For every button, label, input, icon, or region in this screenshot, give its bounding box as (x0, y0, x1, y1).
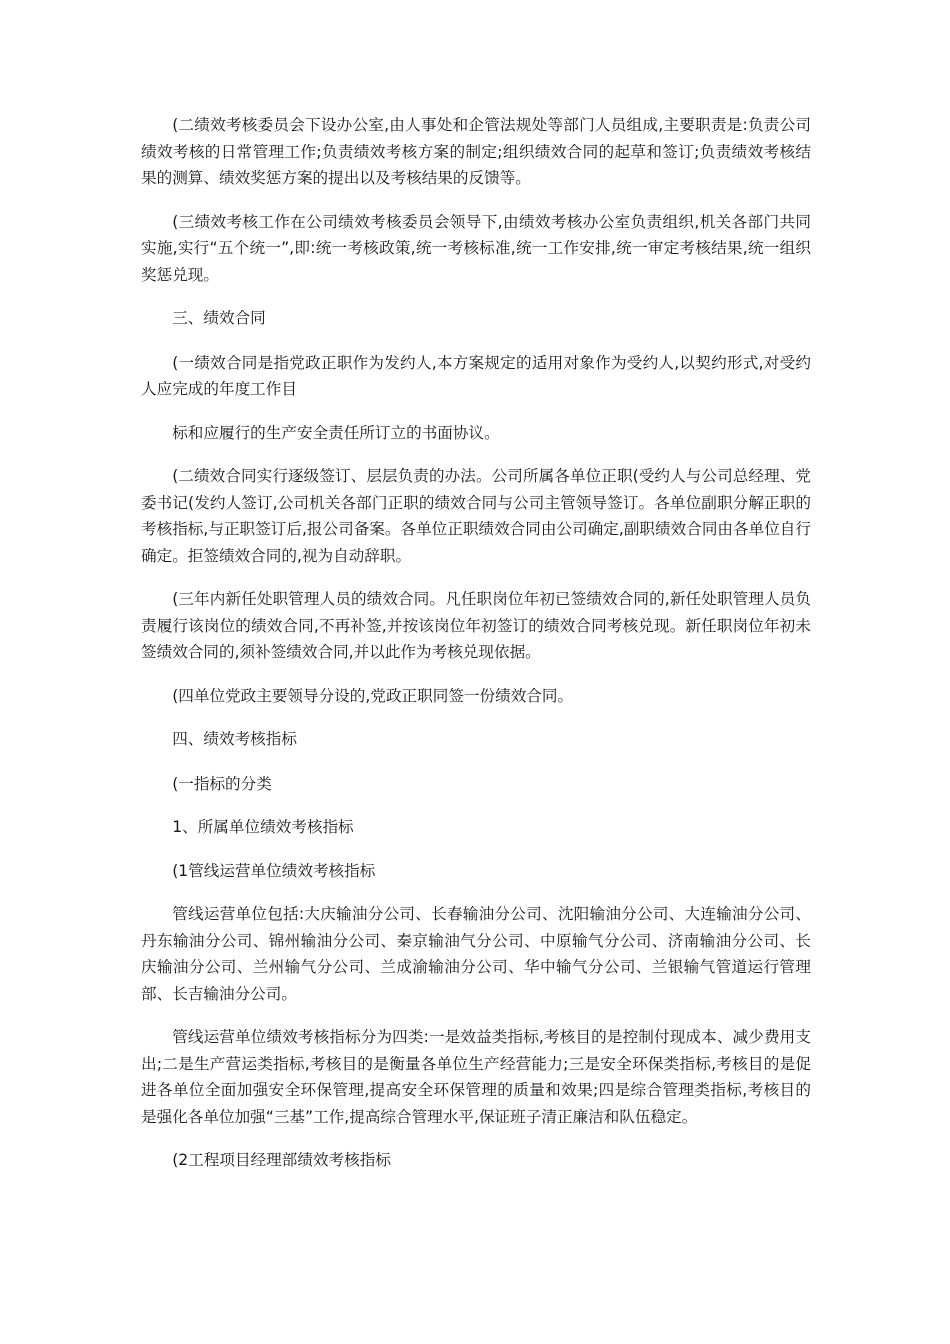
document-body (141, 112, 811, 1191)
subheading-unit-indicators: 1、所属单位绩效考核指标 (172, 818, 354, 836)
paragraph-office-duties: (二绩效考核委员会下设办公室,由人事处和企管法规处等部门人员组成,主要职责是:负责公司绩效考核的日常管理工作;负责绩效考核方案的制定;组织绩效合同的起草和签订;负责绩效考核结果的测算、绩效奖惩方案的提出以及考核结果的反馈等。 (141, 116, 811, 187)
subheading-project-department-indicators: (2工程项目经理部绩效考核指标 (172, 1151, 391, 1169)
subheading-pipeline-indicators: (1管线运营单位绩效考核指标 (172, 861, 376, 880)
paragraph-five-unifications: (三绩效考核工作在公司绩效考核委员会领导下,由绩效考核办公室负责组织,机关各部门共同实施,实行“五个统一”,即:统一考核政策,统一考核标准,统一工作安排,统一审定考核结果,统一组织奖惩兑现。 (141, 212, 811, 284)
section-heading-performance-contract: 三、绩效合同 (172, 309, 266, 327)
subheading-indicator-classification: (一指标的分类 (172, 774, 272, 793)
paragraph-joint-contract: (四单位党政主要领导分设的,党政正职同签一份绩效合同。 (172, 686, 574, 705)
paragraph-contract-definition-continued: 标和应履行的生产安全责任所订立的书面协议。 (172, 423, 500, 442)
paragraph-new-managers-contract: (三年内新任处职管理人员的绩效合同。凡任职岗位年初已签绩效合同的,新任处职管理人员负责履行该岗位的绩效合同,不再补签,并按该岗位年初签订的绩效合同考核兑现。新任职岗位年初未签绩效合同的,须补签绩效合同,并以此作为考核兑现依据。 (141, 590, 811, 661)
section-heading-indicators: 四、绩效考核指标 (172, 730, 297, 748)
paragraph-pipeline-units: 管线运营单位包括:大庆输油分公司、长春输油分公司、沈阳输油分公司、大连输油分公司、丹东输油分公司、锦州输油分公司、秦京输油气分公司、中原输气分公司、济南输油分公司、长庆输油分公司、兰州输气分公司、兰成渝输油分公司、华中输气分公司、兰银输气管道运行管理部、长吉输油分公司。 (141, 905, 811, 1003)
paragraph-contract-signing: (二绩效合同实行逐级签订、层层负责的办法。公司所属各单位正职(受约人与公司总经理、党委书记(发约人签订,公司机关各部门正职的绩效合同与公司主管领导签订。各单位副职分解正职的考核指标,与正职签订后,报公司备案。各单位正职绩效合同由公司确定,副职绩效合同由各单位自行确定。拒签绩效合同的,视为自动辞职。 (141, 467, 811, 565)
paragraph-pipeline-indicator-types: 管线运营单位绩效考核指标分为四类:一是效益类指标,考核目的是控制付现成本、减少费用支出;二是生产营运类指标,考核目的是衡量各单位生产经营能力;三是安全环保类指标,考核目的是促进各单位全面加强安全环保管理,提高安全环保管理的质量和效果;四是综合管理类指标,考核目的是强化各单位加强“三基”工作,提高综合管理水平,保证班子清正廉洁和队伍稳定。 (141, 1028, 811, 1126)
paragraph-contract-definition: (一绩效合同是指党政正职作为发约人,本方案规定的适用对象作为受约人,以契约形式,对受约人应完成的年度工作目 (141, 353, 811, 398)
